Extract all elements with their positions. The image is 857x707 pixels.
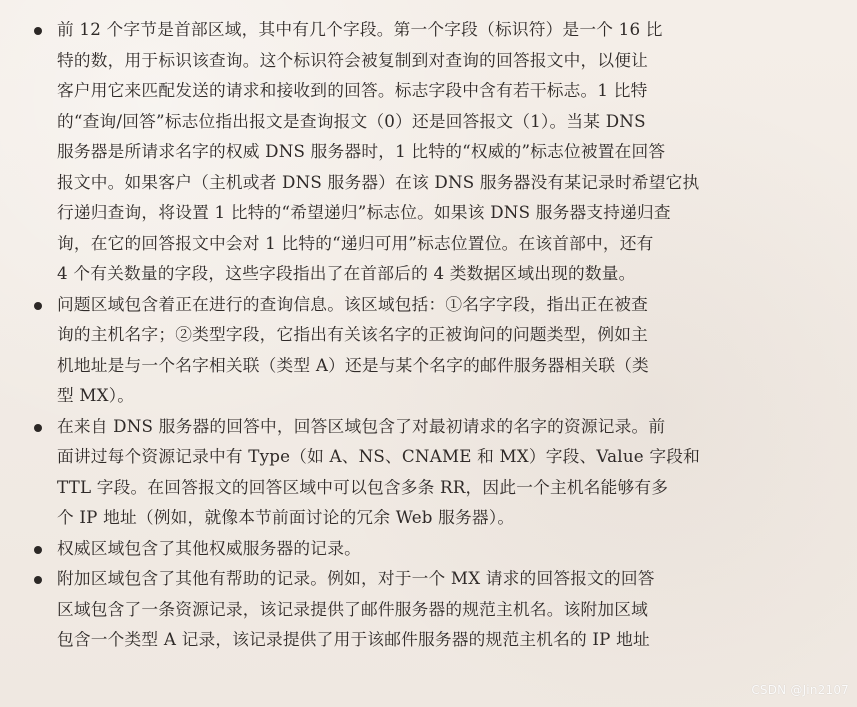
paragraph-line: 权威区域包含了其他权威服务器的记录。 [57, 537, 361, 558]
bullet-icon [34, 27, 42, 35]
paragraph-line: 的“查询/回答”标志位指出报文是查询报文（0）还是回答报文（1）。当某 DNS [57, 110, 646, 131]
paragraph-line: 服务器是所请求名字的权威 DNS 服务器时，1 比特的“权威的”标志位被置在回答 [57, 141, 666, 161]
watermark-text: CSDN @Jin2107 [751, 683, 849, 697]
document-body [34, 14, 834, 655]
bullet-item-question [34, 289, 834, 411]
paragraph-line: 询的主机名字；②类型字段，它指出有关该名字的正被询问的问题类型，例如主 [57, 324, 649, 344]
paragraph-line: 包含一个类型 A 记录，该记录提供了用于该邮件服务器的规范主机名的 IP 地址 [57, 629, 650, 649]
paragraph-line: 型 MX）。 [57, 385, 135, 405]
paragraph-line: 客户用它来匹配发送的请求和接收到的回答。标志字段中含有若干标志。1 比特 [57, 80, 648, 100]
paragraph-line: 个 IP 地址（例如，就像本节前面讨论的冗余 Web 服务器）。 [57, 507, 515, 527]
paragraph-line: TTL 字段。在回答报文的回答区域中可以包含多条 RR，因此一个主机名能够有多 [57, 476, 669, 497]
paragraph-line: 问题区域包含着正在进行的查询信息。该区域包括：①名字字段，指出正在被查 [57, 293, 649, 314]
paragraph-line: 特的数，用于标识该查询。这个标识符会被复制到对查询的回答报文中，以便让 [57, 49, 649, 70]
bullet-icon [34, 302, 42, 310]
bullet-item-additional [34, 563, 834, 655]
paragraph-line: 区域包含了一条资源记录，该记录提供了邮件服务器的规范主机名。该附加区域 [57, 598, 649, 619]
bullet-icon [34, 424, 42, 432]
paragraph-line: 询，在它的回答报文中会对 1 比特的“递归可用”标志位置位。在该首部中，还有 [57, 232, 654, 253]
paragraph-line: 行递归查询，将设置 1 比特的“希望递归”标志位。如果该 DNS 服务器支持递归查 [57, 202, 671, 222]
bullet-icon [34, 546, 42, 554]
paragraph-line: 4 个有关数量的字段，这些字段指出了在首部后的 4 类数据区域出现的数量。 [57, 263, 636, 283]
bullet-item-header [34, 14, 834, 289]
paragraph-line: 在来自 DNS 服务器的回答中，回答区域包含了对最初请求的名字的资源记录。前 [57, 415, 666, 436]
paragraph-line: 机地址是与一个名字相关联（类型 A）还是与某个名字的邮件服务器相关联（类 [57, 354, 649, 375]
paragraph-line: 面讲过每个资源记录中有 Type（如 A、NS、CNAME 和 MX）字段、Value 字段和 [57, 446, 701, 466]
paragraph-line: 前 12 个字节是首部区域，其中有几个字段。第一个字段（标识符）是一个 16 比 [57, 19, 663, 39]
bullet-item-answer [34, 411, 834, 533]
paragraph-line: 附加区域包含了其他有帮助的记录。例如，对于一个 MX 请求的回答报文的回答 [57, 568, 655, 588]
bullet-item-authority [34, 533, 834, 564]
bullet-icon [34, 576, 42, 584]
paragraph-line: 报文中。如果客户（主机或者 DNS 服务器）在该 DNS 服务器没有某记录时希望它执 [57, 171, 700, 192]
